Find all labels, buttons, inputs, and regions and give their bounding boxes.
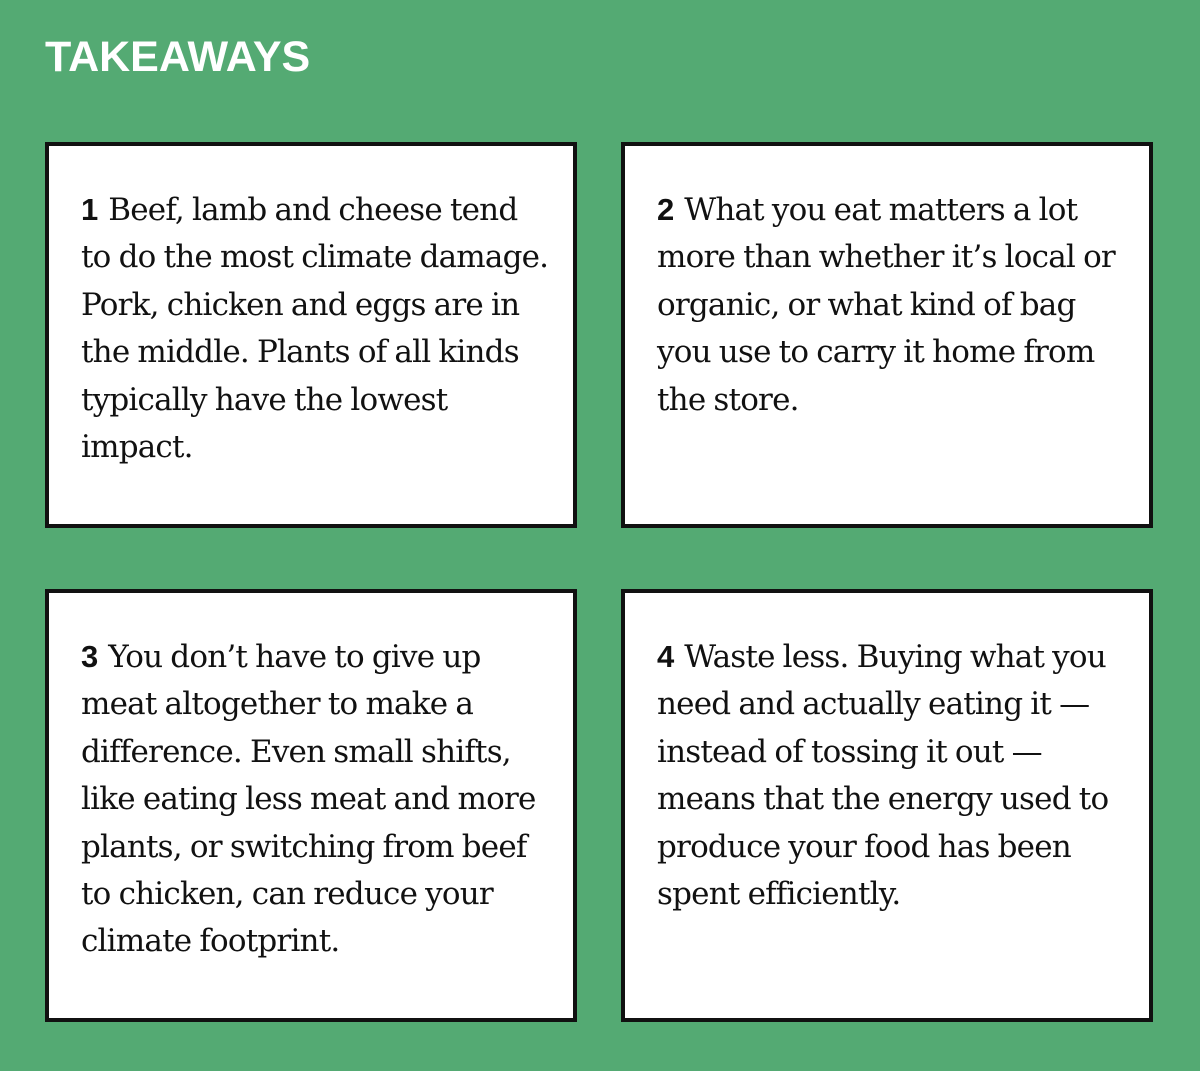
takeaways-heading: TAKEAWAYS bbox=[45, 33, 311, 81]
takeaway-body-2: What you eat matters a lot more than whether it’s local or organic, or what kind of bag you use to carry it home from the store. bbox=[657, 192, 1115, 418]
takeaway-card-3 bbox=[45, 589, 577, 1022]
takeaway-text-2 bbox=[657, 186, 1129, 424]
takeaway-card-1 bbox=[45, 142, 577, 528]
takeaway-body-1: Beef, lamb and cheese tend to do the most climate damage. Pork, chicken and eggs are in the middle. Plants of all kinds typically have the lowest impact. bbox=[81, 192, 549, 466]
takeaway-card-2 bbox=[621, 142, 1153, 528]
takeaway-body-4: Waste less. Buying what you need and actually eating it — instead of tossing it out — means that the energy used to produce your food has been spent efficiently. bbox=[657, 639, 1109, 913]
takeaway-text-1 bbox=[81, 186, 553, 471]
takeaway-number-1: 1 bbox=[81, 192, 99, 227]
takeaway-number-4: 4 bbox=[657, 639, 675, 674]
takeaway-number-3: 3 bbox=[81, 639, 99, 674]
takeaway-text-4 bbox=[657, 633, 1129, 918]
takeaway-body-3: You don’t have to give up meat altogether to make a difference. Even small shifts, like eating less meat and more plants, or switching from beef to chicken, can reduce your climate footprint. bbox=[81, 639, 536, 960]
takeaway-number-2: 2 bbox=[657, 192, 675, 227]
takeaway-text-3 bbox=[81, 633, 553, 966]
takeaway-card-4 bbox=[621, 589, 1153, 1022]
